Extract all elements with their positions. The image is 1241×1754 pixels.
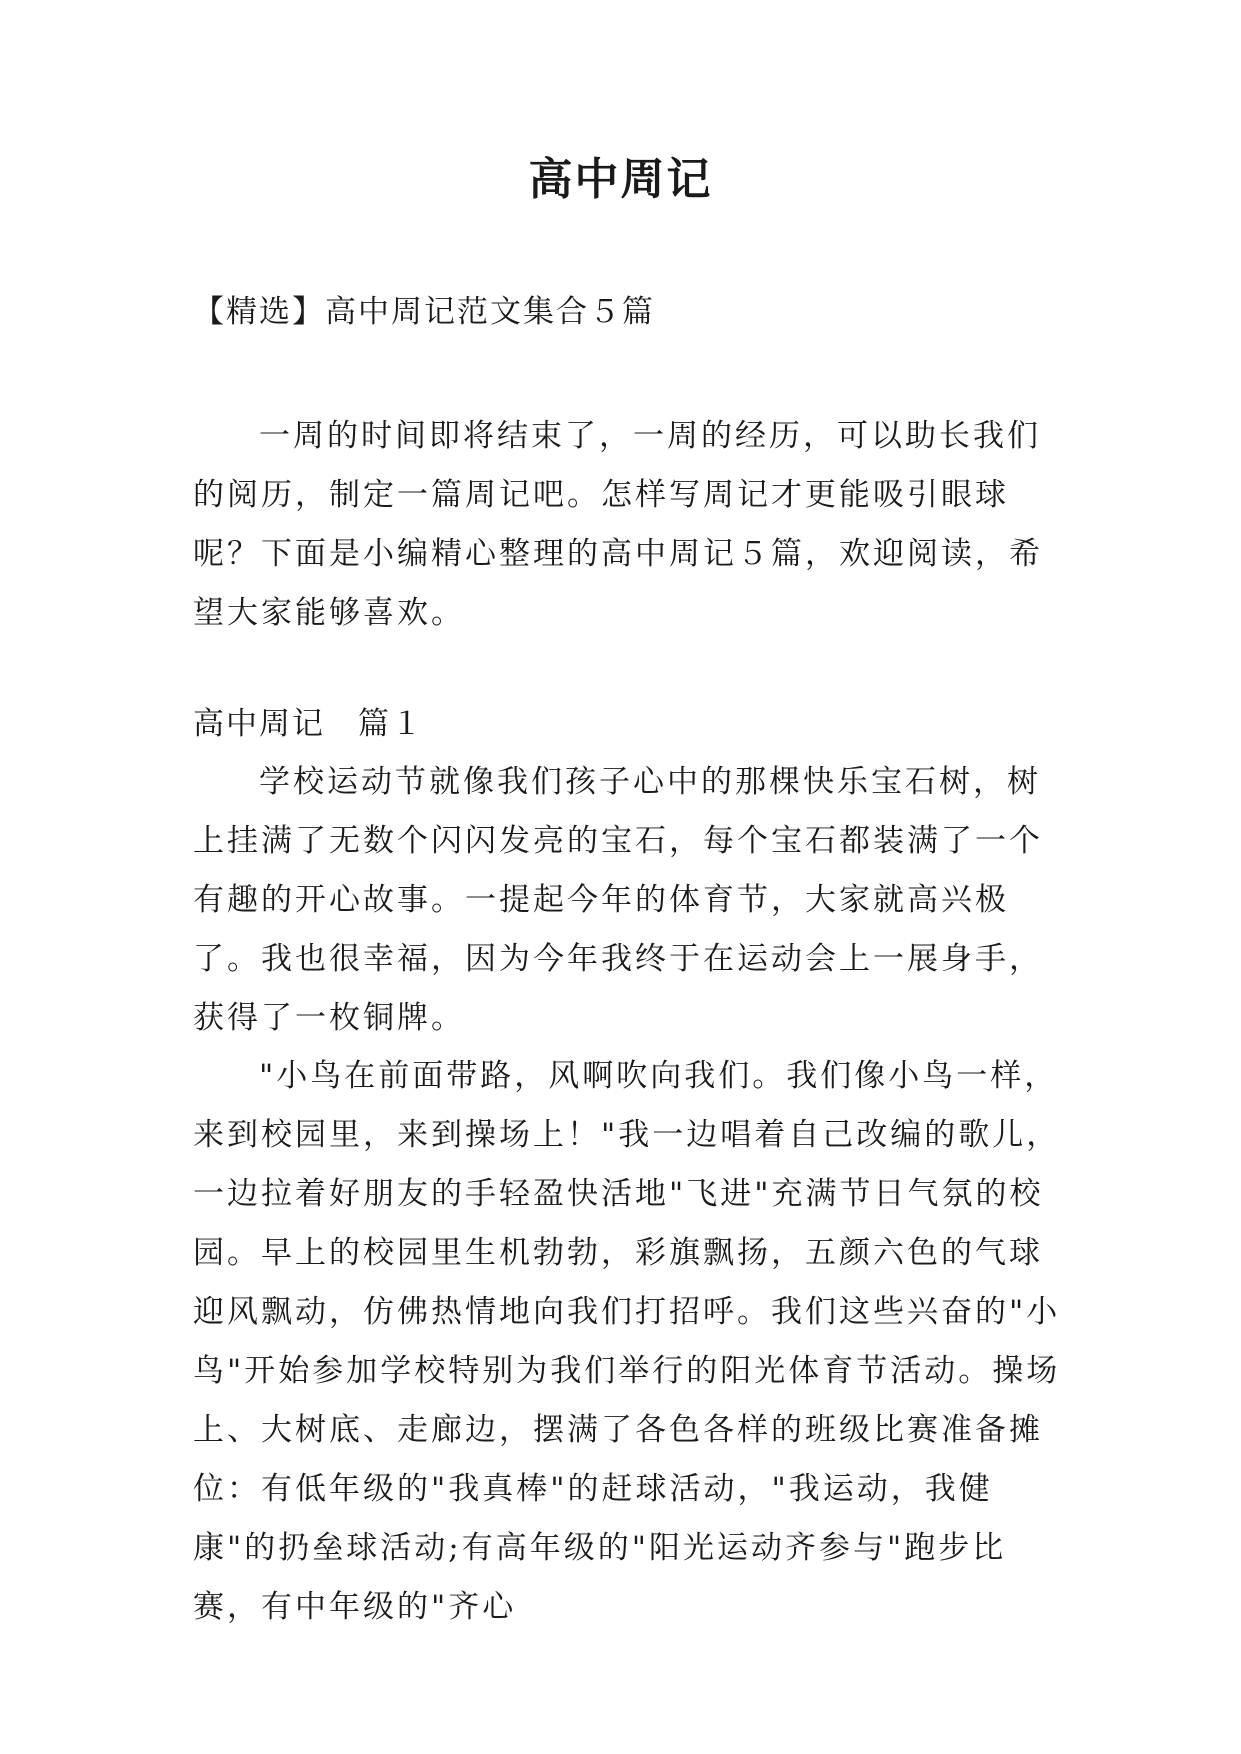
document-title: 高中周记: [528, 154, 713, 205]
body-paragraph: "小鸟在前面带路，风啊吹向我们。我们像小鸟一样，来到校园里，来到操场上！"我一边唱着自己改编的歌儿，一边拉着好朋友的手轻盈快活地"飞进"充满节日气氛的校园。早上的校园里生机勃勃，彩旗飘扬，五颜六色的气球迎风飘动，仿佛热情地向我们打招呼。我们这些兴奋的"小鸟"开始参加学校特别为我们举行的阳光体育节活动。操场上、大树底、走廊边，摆满了各色各样的班级比赛准备摊位：有低年级的"我真棒"的赶球活动，"我运动，我健康"的扔垒球活动;有高年级的"阳光运动齐参与"跑步比赛，有中年级的"齐心: [193, 1058, 1061, 1625]
intro-paragraph: 一周的时间即将结束了，一周的经历，可以助长我们的阅历，制定一篇周记吧。怎样写周记才更能吸引眼球呢？下面是小编精心整理的高中周记５篇，欢迎阅读，希望大家能够喜欢。: [193, 418, 1043, 631]
section-heading: 高中周记 篇１: [193, 706, 424, 742]
document-subtitle: 【精选】高中周记范文集合５篇: [193, 294, 655, 330]
body-paragraph: 学校运动节就像我们孩子心中的那棵快乐宝石树，树上挂满了无数个闪闪发亮的宝石，每个宝石都装满了一个有趣的开心故事。一提起今年的体育节，大家就高兴极了。我也很幸福，因为今年我终于在运动会上一展身手，获得了一枚铜牌。: [193, 764, 1043, 1036]
